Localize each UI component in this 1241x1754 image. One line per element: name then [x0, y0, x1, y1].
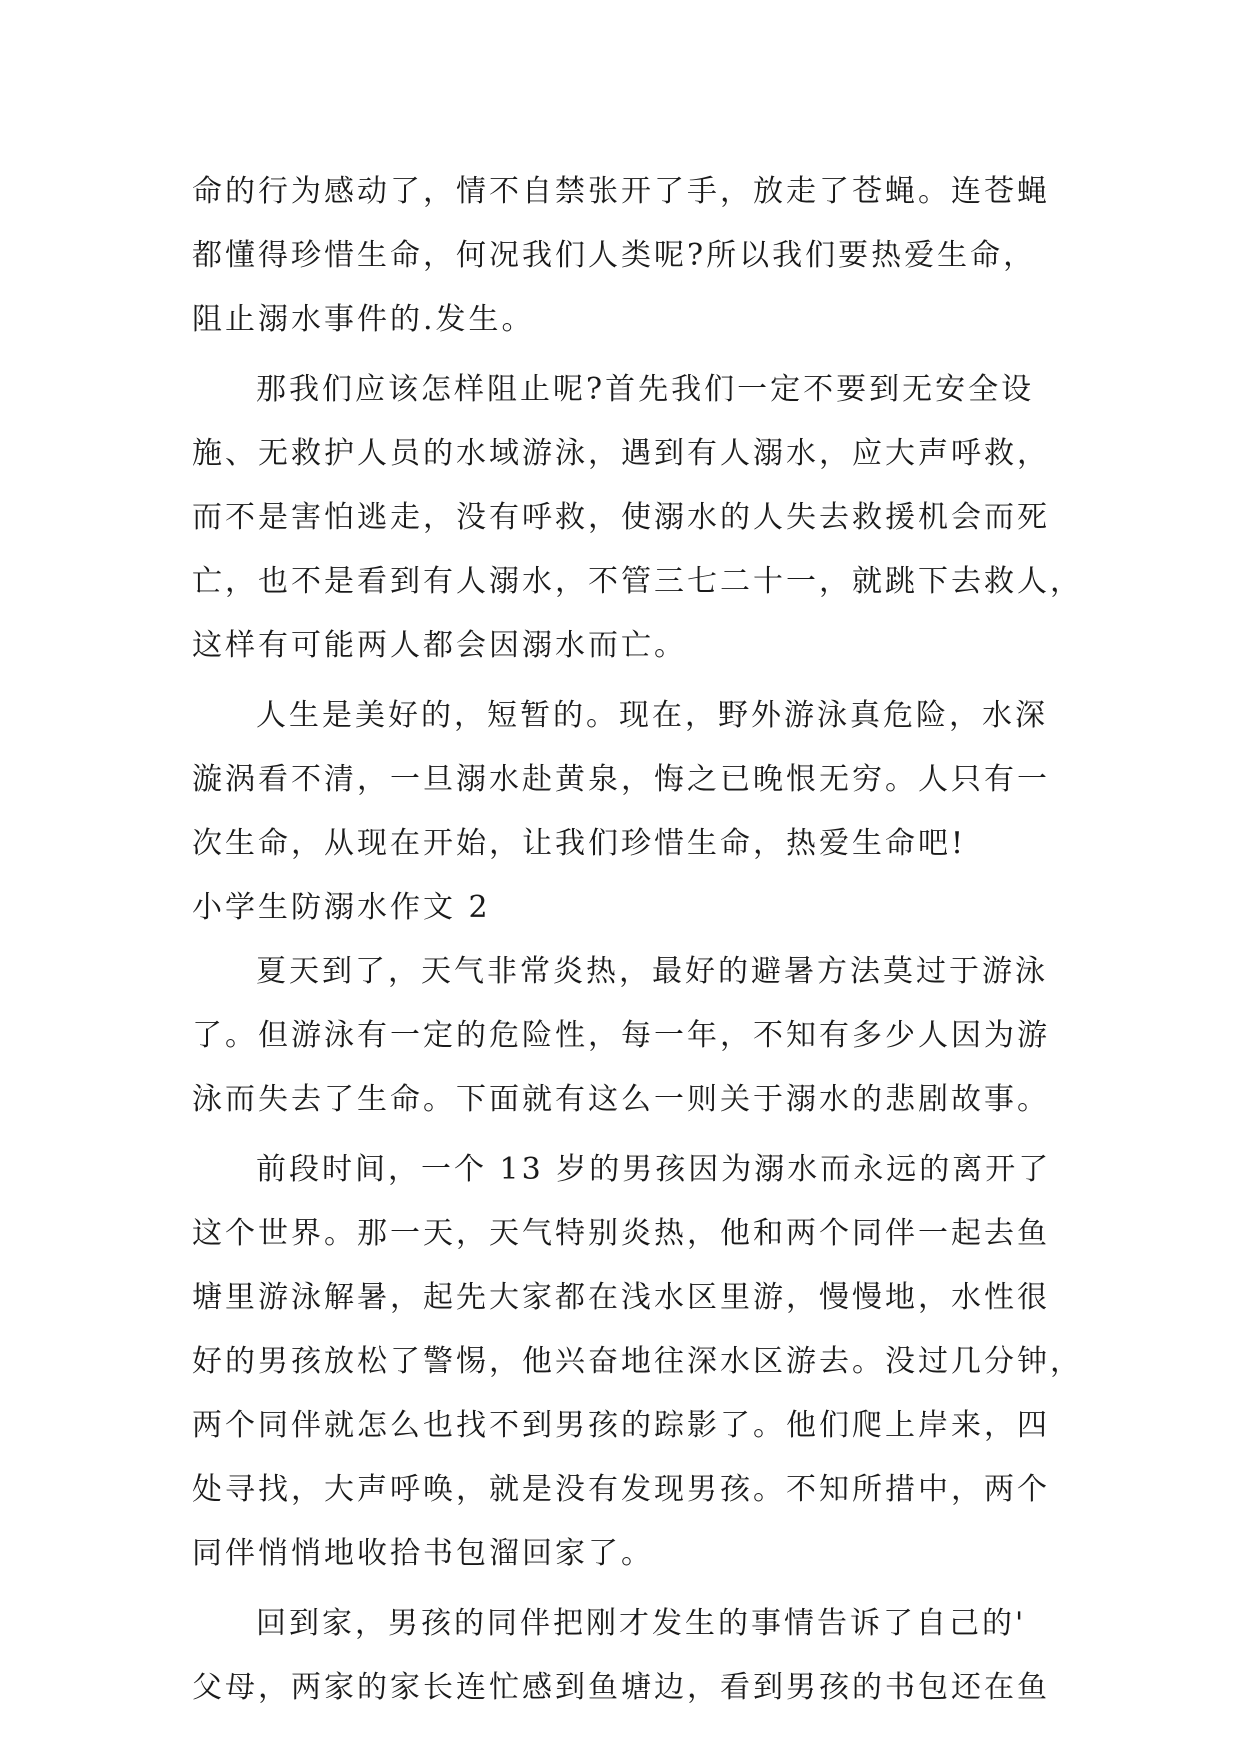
text-line: 两个同伴就怎么也找不到男孩的踪影了。他们爬上岸来，四	[192, 1408, 1050, 1443]
text-line: 漩涡看不清，一旦溺水赴黄泉，悔之已晚恨无穷。人只有一	[192, 762, 1050, 797]
paragraph	[192, 684, 1052, 876]
text-line: 夏天到了，天气非常炎热，最好的避暑方法莫过于游泳	[256, 954, 1048, 989]
text-line: 父母，两家的家长连忙感到鱼塘边，看到男孩的书包还在鱼	[192, 1670, 1050, 1705]
text-line: 亡，也不是看到有人溺水，不管三七二十一，就跳下去救人，	[192, 564, 1083, 599]
text-line: 泳而失去了生命。下面就有这么一则关于溺水的悲剧故事。	[192, 1082, 1050, 1117]
text-line: 这样有可能两人都会因溺水而亡。	[192, 628, 687, 663]
text-line: 好的男孩放松了警惕，他兴奋地往深水区游去。没过几分钟，	[192, 1344, 1083, 1379]
text-line: 回到家，男孩的同伴把刚才发生的事情告诉了自己的'	[256, 1606, 1027, 1641]
text-line: 同伴悄悄地收拾书包溜回家了。	[192, 1536, 654, 1571]
text-line: 人生是美好的，短暂的。现在，野外游泳真危险，水深	[256, 698, 1048, 733]
text-line: 而不是害怕逃走，没有呼救，使溺水的人失去救援机会而死	[192, 500, 1050, 535]
paragraph	[192, 940, 1052, 1132]
paragraph	[192, 1138, 1083, 1586]
text-line: 塘里游泳解暑，起先大家都在浅水区里游，慢慢地，水性很	[192, 1280, 1050, 1315]
text-line: 前段时间，一个 13 岁的男孩因为溺水而永远的离开了	[256, 1152, 1052, 1187]
text-line: 都懂得珍惜生命，何况我们人类呢?所以我们要热爱生命，	[192, 238, 1037, 273]
document-body	[192, 160, 1083, 1720]
text-line: 了。但游泳有一定的危险性，每一年，不知有多少人因为游	[192, 1018, 1050, 1053]
text-line: 那我们应该怎样阻止呢?首先我们一定不要到无安全设	[256, 372, 1035, 407]
paragraph	[192, 358, 1083, 678]
text-line: 这个世界。那一天，天气特别炎热，他和两个同伴一起去鱼	[192, 1216, 1050, 1251]
paragraph	[192, 1592, 1052, 1720]
text-line: 阻止溺水事件的.发生。	[192, 302, 535, 337]
text-line: 处寻找，大声呼唤，就是没有发现男孩。不知所措中，两个	[192, 1472, 1050, 1507]
text-line: 命的行为感动了，情不自禁张开了手，放走了苍蝇。连苍蝇	[192, 174, 1050, 209]
text-line: 次生命，从现在开始，让我们珍惜生命，热爱生命吧!	[192, 826, 967, 861]
section-title: 小学生防溺水作文 2	[192, 890, 491, 925]
text-line: 施、无救护人员的水域游泳，遇到有人溺水，应大声呼救，	[192, 436, 1050, 471]
paragraph	[192, 160, 1052, 352]
